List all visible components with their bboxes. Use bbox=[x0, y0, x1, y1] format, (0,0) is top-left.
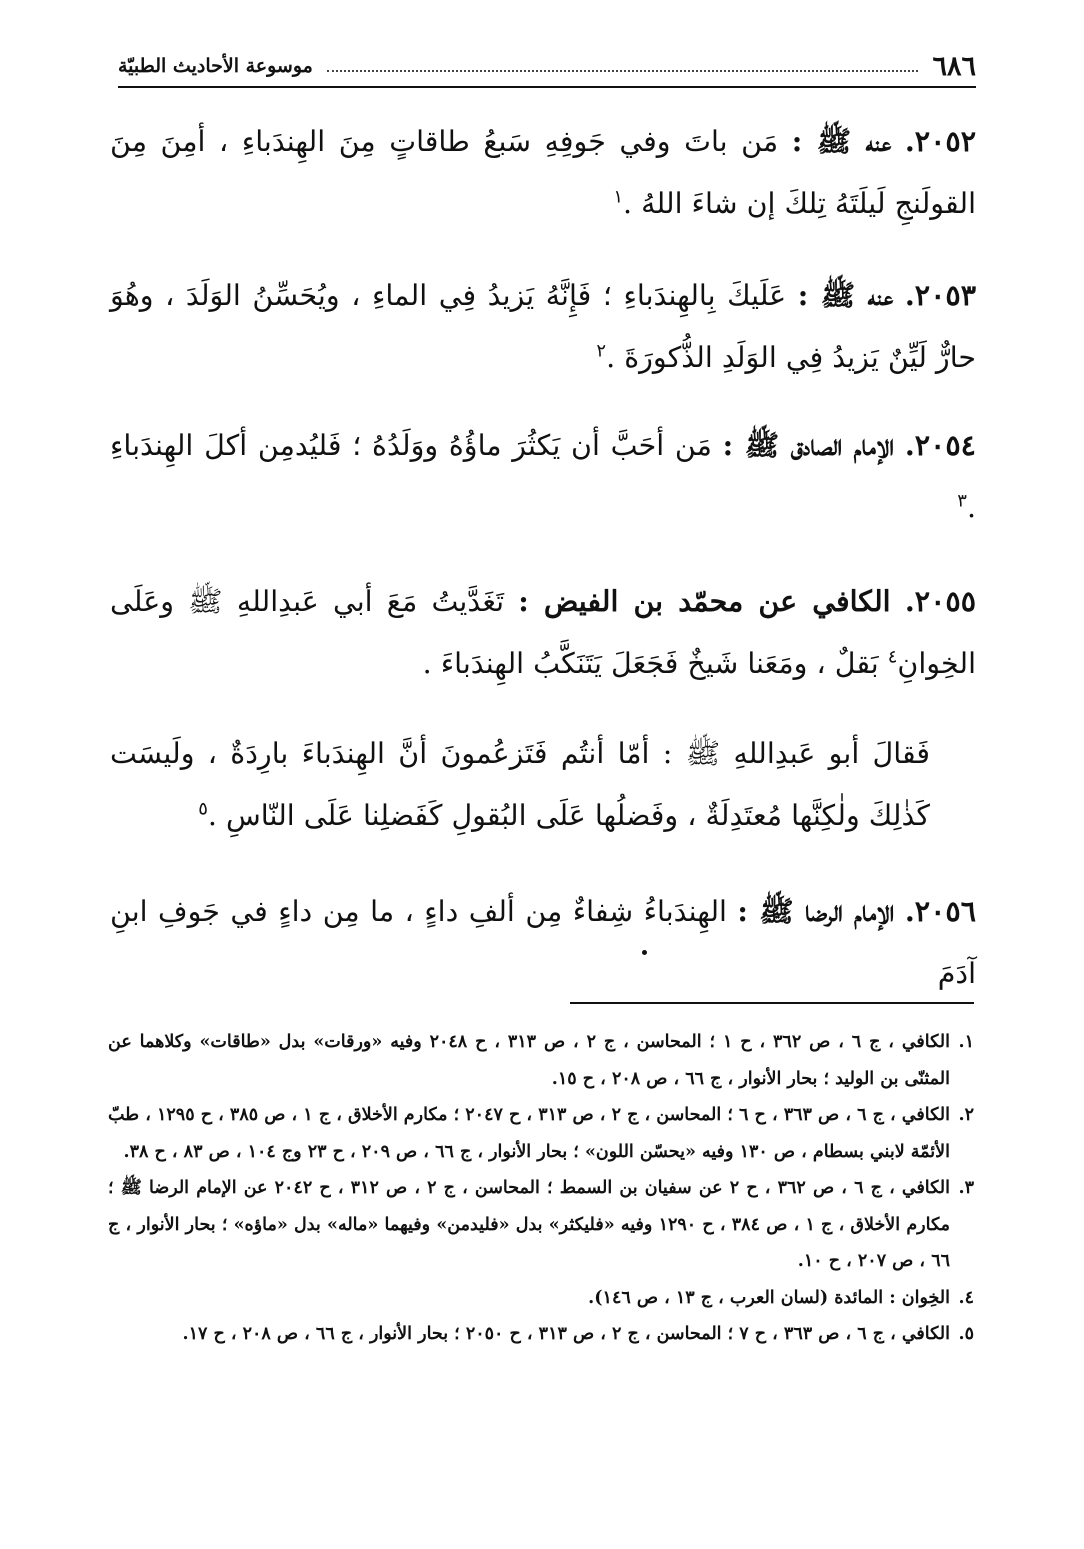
hadith-text: تَغَدَّيتُ مَعَ أبي عَبدِاللهِ ﷺ وعَلَى الخِوانِ bbox=[110, 585, 976, 680]
page-header bbox=[118, 46, 976, 88]
footnote-divider bbox=[570, 1002, 974, 1004]
footnote-ref: ٥ bbox=[198, 798, 208, 820]
hadith-narrator: الكافي عن محمّد بن الفيض : bbox=[518, 584, 891, 618]
hadith-text-reply: فَقالَ أبو عَبدِاللهِ ﷺ : أمّا أنتُم فَتَزعُمونَ أنَّ الهِندَباءَ بارِدَةٌ ، ولَيسَت كَذٰلِكَ ولٰكِنَّها مُعتَدِلَةٌ ، وفَضلُها عَلَى البُقولِ كَفَضلِنا عَلَى النّاسِ . bbox=[110, 737, 930, 832]
footnote-ref: ٢ bbox=[596, 340, 607, 362]
hadith-text: مَن أحَبَّ أن يَكثُرَ ماؤُهُ ووَلَدُهُ ؛ فَليُدمِن أكلَ الهِندَباءِ . bbox=[110, 429, 976, 524]
footnote-2 bbox=[108, 1097, 974, 1170]
hadith-2052 bbox=[110, 110, 976, 235]
hadith-narrator: عنه ﷺ : bbox=[797, 278, 894, 312]
hadith-text: مَن باتَ وفي جَوفِهِ سَبعُ طاقاتٍ مِنَ الهِندَباءِ ، أمِنَ مِنَ القولَنجِ لَيلَتَهُ تِلكَ إن شاءَ اللهُ . bbox=[110, 125, 976, 220]
running-title: موسوعة الأحاديث الطبيّة bbox=[118, 55, 313, 77]
hadith-number: ٢٠٥٤. bbox=[904, 428, 976, 462]
footnotes bbox=[108, 1024, 974, 1353]
footnote-number: ٣. bbox=[958, 1178, 974, 1198]
footnote-text: الكافي ، ج ٦ ، ص ٣٦٢ ، ح ١ ؛ المحاسن ، ج ٢ ، ص ٣١٣ ، ح ٢٠٤٨ وفيه «ورقات» بدل «طاقات» وكلاهما عن المثنّى بن الوليد ؛ بحار الأنوار ، ج ٦٦ ، ص ٢٠٨ ، ح ١٥. bbox=[108, 1032, 950, 1089]
page-number: ٦٨٦ bbox=[932, 50, 976, 82]
hadith-number: ٢٠٥٢. bbox=[904, 124, 977, 158]
footnote-ref: ٤ bbox=[887, 646, 898, 668]
footnote-number: ٤. bbox=[958, 1287, 974, 1308]
footnote-text: الكافي ، ج ٦ ، ص ٣٦٢ ، ح ٢ عن سفيان بن السمط ؛ المحاسن ، ج ٢ ، ص ٣١٢ ، ح ٢٠٤٢ عن الإمام الرضا ﷺ ؛ مكارم الأخلاق ، ج ١ ، ص ٣٨٤ ، ح ١٢٩٠ وفيه «فليكثر» بدل «فليدمن» وفيهما «ماله» بدل «ماؤه» ؛ بحار الأنوار ، ج ٦٦ ، ص ٢٠٧ ، ح ١٠. bbox=[108, 1178, 951, 1271]
footnote-3 bbox=[108, 1170, 974, 1280]
hadith-text-continued: بَقلٌ ، ومَعَنا شَيخٌ فَجَعَلَ يَتَنَكَّبُ الهِندَباءَ . bbox=[422, 647, 879, 680]
hadith-number: ٢٠٥٦. bbox=[904, 894, 976, 928]
footnote-ref: ١ bbox=[613, 186, 624, 208]
hadith-text: الهِندَباءُ شِفاءٌ مِن ألفِ داءٍ ، ما مِن داءٍ في جَوفِ ابنِ آدَمَ bbox=[110, 895, 976, 990]
hadith-narrator: عنه ﷺ : bbox=[791, 124, 892, 158]
hadith-number: ٢٠٥٣. bbox=[904, 278, 976, 312]
hadith-2054 bbox=[110, 414, 976, 539]
hadith-number: ٢٠٥٥. bbox=[904, 584, 976, 618]
footnote-number: ٥. bbox=[958, 1324, 974, 1344]
footnote-1 bbox=[108, 1024, 974, 1097]
footnote-text: الخِوان : المائدة (لسان العرب ، ج ١٣ ، ص ١٤٦). bbox=[588, 1287, 950, 1308]
hadith-narrator: الإمام الصادق ﷺ : bbox=[722, 428, 895, 462]
footnote-text: الكافي ، ج ٦ ، ص ٣٦٣ ، ح ٧ ؛ المحاسن ، ج ٢ ، ص ٣١٣ ، ح ٢٠٥٠ ؛ بحار الأنوار ، ج ٦٦ ، ص ٢٠٨ ، ح ١٧. bbox=[182, 1324, 950, 1344]
hadith-2055 bbox=[110, 570, 976, 847]
hadith-2053 bbox=[110, 264, 976, 389]
hadith-2056 bbox=[110, 880, 976, 1005]
footnote-number: ٢. bbox=[958, 1105, 974, 1125]
page-mark bbox=[642, 950, 647, 955]
hadith-subparagraph bbox=[110, 723, 976, 847]
footnote-number: ١. bbox=[958, 1032, 974, 1052]
hadith-text: عَلَيكَ بِالهِندَباءِ ؛ فَإِنَّهُ يَزيدُ فِي الماءِ ، ويُحَسِّنُ الوَلَدَ ، وهُوَ حارٌّ لَيِّنٌ يَزيدُ فِي الوَلَدِ الذُّكورَةَ . bbox=[110, 279, 976, 374]
footnote-4 bbox=[108, 1280, 974, 1317]
dotted-leader bbox=[327, 60, 919, 72]
footnote-text: الكافي ، ج ٦ ، ص ٣٦٣ ، ح ٦ ؛ المحاسن ، ج ٢ ، ص ٣١٣ ، ح ٢٠٤٧ ؛ مكارم الأخلاق ، ج ١ ، ص ٣٨٥ ، ح ١٢٩٥ ، طبّ الأئمّة لابني بسطام ، ص ١٣٠ وفيه «يحسّن اللون» ؛ بحار الأنوار ، ج ٦٦ ، ص ٢٠٩ ، ح ٢٣ وج ١٠٤ ، ص ٨٣ ، ح ٣٨. bbox=[108, 1105, 950, 1162]
footnote-ref: ٣ bbox=[957, 490, 967, 512]
footnote-5 bbox=[108, 1316, 974, 1353]
hadith-narrator: الإمام الرضا ﷺ : bbox=[737, 894, 895, 928]
